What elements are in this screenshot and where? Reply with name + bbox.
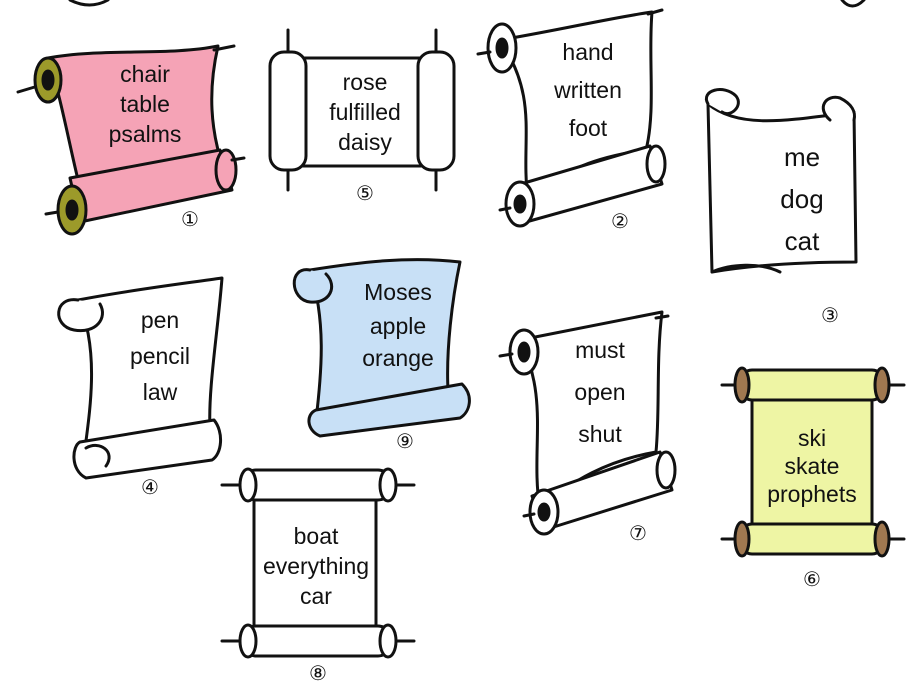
scroll-6: [722, 368, 904, 591]
roll-end: [216, 150, 236, 190]
rod-end: [478, 52, 490, 54]
scroll-8-word: boat: [293, 523, 339, 549]
scroll-2-word: foot: [568, 115, 608, 141]
scroll-8-word: car: [300, 583, 332, 609]
knob: [380, 625, 396, 657]
curl-top: [294, 270, 331, 302]
scroll-5: [270, 30, 454, 205]
scroll-8: [222, 469, 414, 685]
scroll-2-number: ②: [611, 209, 629, 233]
knob: [380, 469, 396, 501]
scroll-2-word: hand: [562, 39, 614, 65]
knob: [240, 625, 256, 657]
scroll-7-word: open: [574, 379, 626, 405]
scroll-2: [478, 10, 665, 233]
scroll-9-number: ⑨: [396, 429, 414, 453]
scroll-1-word: psalms: [108, 121, 182, 147]
scroll-1-word: chair: [120, 61, 170, 87]
scroll-3-word: cat: [784, 226, 820, 256]
knob-center: [67, 201, 77, 219]
scroll-5-number: ⑤: [356, 181, 374, 205]
scroll-3: [706, 90, 856, 327]
scroll-1-word: table: [120, 91, 170, 117]
scroll-2-word: written: [554, 77, 622, 103]
knob: [875, 368, 889, 402]
rod-bottom: [244, 626, 390, 656]
scroll-4: [59, 278, 222, 499]
rod-top: [740, 370, 884, 400]
scroll-8-number: ⑧: [309, 661, 327, 685]
roll-end: [647, 146, 665, 182]
scroll-6-word: skate: [784, 453, 840, 479]
knob-center: [539, 504, 549, 520]
knob: [735, 368, 749, 402]
scroll-7-word: must: [575, 337, 625, 363]
knob-center: [515, 196, 525, 212]
scroll-7: [500, 312, 675, 545]
scroll-6-word: prophets: [767, 481, 857, 507]
rod-end: [656, 316, 668, 318]
knob-center: [497, 39, 507, 57]
rod-left: [270, 52, 306, 170]
roll-end: [657, 452, 675, 488]
scroll-6-word: ski: [797, 425, 827, 451]
knob: [735, 522, 749, 556]
scroll-4-word: pen: [140, 307, 180, 333]
curl-right: [823, 97, 854, 120]
partial-scroll-edge: [842, 0, 864, 6]
rod-end: [500, 208, 510, 210]
scroll-9: [294, 260, 469, 453]
rod-end: [232, 158, 244, 160]
scroll-4-word: pencil: [129, 343, 191, 369]
scroll-5-word: rose: [342, 69, 388, 95]
rod-end: [524, 514, 534, 516]
scroll-1: [18, 46, 244, 234]
rod-bottom: [740, 524, 884, 554]
scroll-5-word: daisy: [338, 129, 392, 155]
scroll-3-word: dog: [780, 184, 824, 214]
knob: [875, 522, 889, 556]
scroll-8-word: everything: [262, 553, 370, 579]
rod-end: [648, 10, 662, 14]
scroll-3-word: me: [783, 142, 821, 172]
rod-end: [46, 212, 58, 214]
scroll-9-word: orange: [362, 345, 434, 371]
partial-scroll-edge: [70, 0, 108, 5]
rod-end: [500, 354, 512, 356]
scroll-7-number: ⑦: [629, 521, 647, 545]
scroll-4-word: law: [142, 379, 178, 405]
scroll-9-word: apple: [369, 313, 427, 339]
scroll-1-number: ①: [181, 207, 199, 231]
knob-center: [43, 71, 53, 89]
scroll-3-number: ③: [821, 303, 839, 327]
knob: [240, 469, 256, 501]
scroll-7-word: shut: [578, 421, 622, 447]
scroll-4-number: ④: [141, 475, 159, 499]
scroll-6-number: ⑥: [803, 567, 821, 591]
rod-right: [418, 52, 454, 170]
curl-top: [59, 300, 103, 331]
rod-top: [244, 470, 390, 500]
scroll-5-word: fulfilled: [329, 99, 401, 125]
knob-center: [519, 343, 529, 361]
scroll-9-word: Moses: [364, 279, 432, 305]
